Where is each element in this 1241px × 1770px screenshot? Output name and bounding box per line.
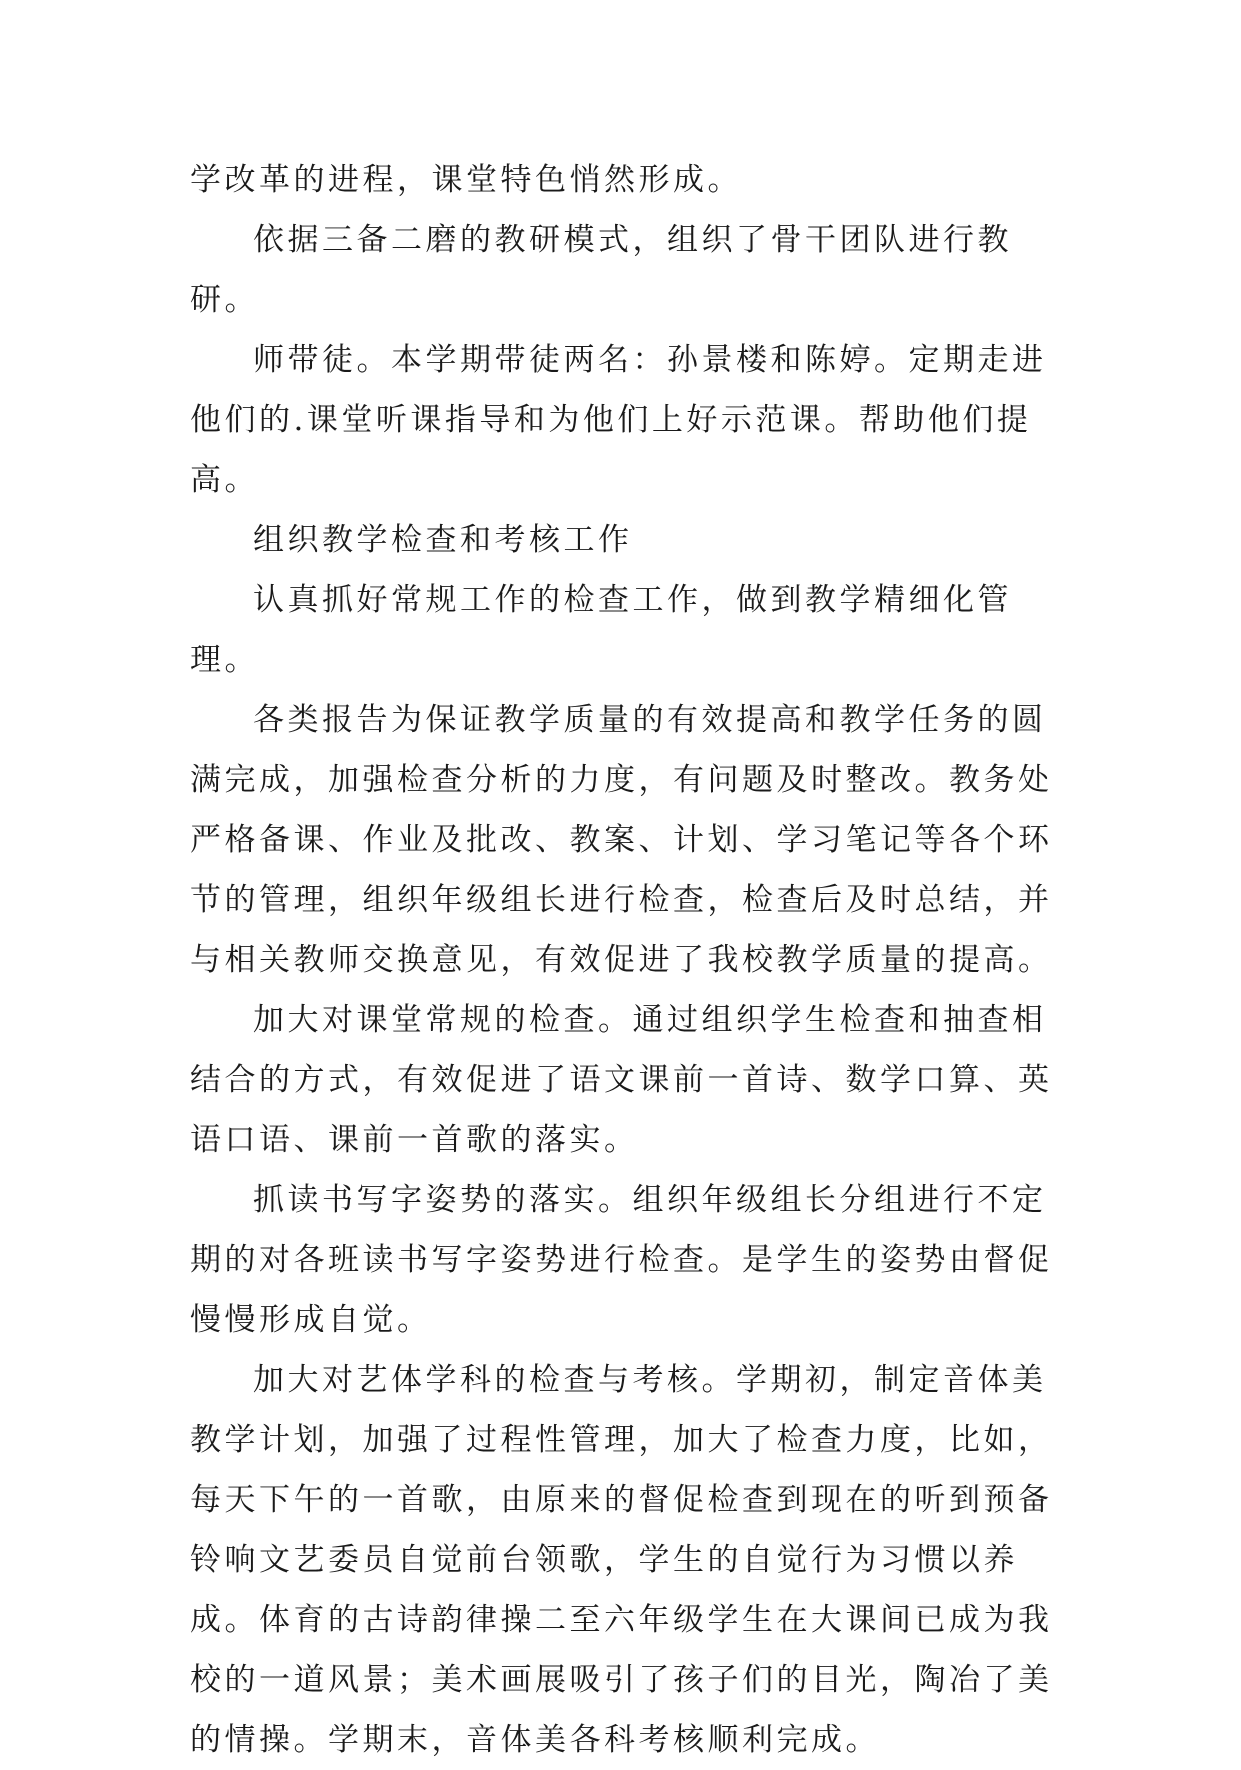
- document-body: [190, 150, 1070, 1770]
- paragraph: 抓读书写字姿势的落实。组织年级组长分组进行不定期的对各班读书写字姿势进行检查。是学生的姿势由督促慢慢形成自觉。: [190, 1182, 1053, 1338]
- section-heading: 组织教学检查和考核工作: [253, 522, 633, 558]
- paragraph: 师带徒。本学期带徒两名：孙景楼和陈婷。定期走进他们的.课堂听课指导和为他们上好示范课。帮助他们提高。: [190, 342, 1047, 498]
- paragraph: 各类报告为保证教学质量的有效提高和教学任务的圆满完成，加强检查分析的力度，有问题及时整改。教务处严格备课、作业及批改、教案、计划、学习笔记等各个环节的管理，组织年级组长进行检查，检查后及时总结，并与相关教师交换意见，有效促进了我校教学质量的提高。: [190, 702, 1053, 978]
- paragraph: 依据三备二磨的教研模式，组织了骨干团队进行教研。: [190, 222, 1012, 318]
- paragraph: 加大对艺体学科的检查与考核。学期初，制定音体美教学计划，加强了过程性管理，加大了检查力度，比如，每天下午的一首歌，由原来的督促检查到现在的听到预备铃响文艺委员自觉前台领歌，学生的自觉行为习惯以养成。体育的古诗韵律操二至六年级学生在大课间已成为我校的一道风景；美术画展吸引了孩子们的目光，陶冶了美的情操。学期末，音体美各科考核顺利完成。: [190, 1362, 1053, 1758]
- paragraph: 认真抓好常规工作的检查工作，做到教学精细化管理。: [190, 582, 1012, 678]
- paragraph: 加大对课堂常规的检查。通过组织学生检查和抽查相结合的方式，有效促进了语文课前一首诗、数学口算、英语口语、课前一首歌的落实。: [190, 1002, 1053, 1158]
- paragraph: 学改革的进程，课堂特色悄然形成。: [190, 162, 742, 198]
